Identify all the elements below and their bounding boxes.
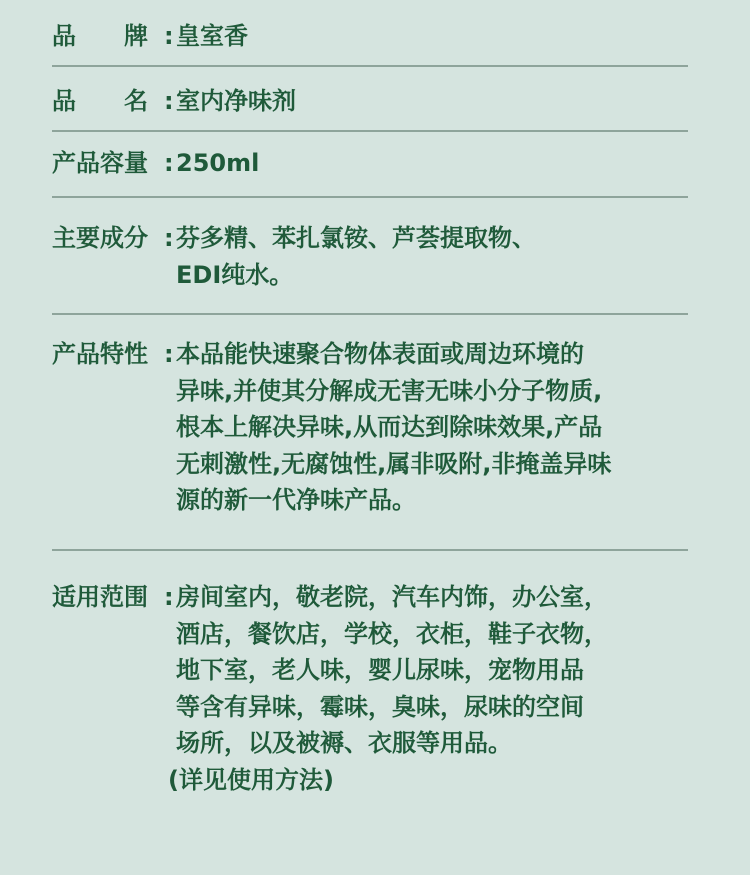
spec-value-ingredients [176,220,686,293]
divider [52,313,688,315]
divider [52,65,688,67]
divider [52,549,688,551]
spec-value-line: (详见使用方法) [168,765,334,794]
spec-colon: : [164,583,174,611]
spec-label-name: 品 名 [52,87,148,115]
spec-value-line: 皇室香 [176,22,248,50]
spec-colon: : [164,340,174,368]
spec-value-usage [168,579,686,798]
spec-colon: : [164,87,174,115]
spec-value-line: 异味,并使其分解成无害无味小分子物质, [176,376,603,405]
spec-value-line: 房间室内，敬老院，汽车内饰，办公室， [176,583,608,611]
spec-value-line: 本品能快速聚合物体表面或周边环境的 [176,340,584,368]
divider [52,130,688,132]
spec-label-features: 产品特性 [52,340,148,368]
spec-colon: : [164,149,174,177]
spec-value-line: 等含有异味，霉味，臭味，尿味的空间 [176,692,584,721]
spec-value-line: 根本上解决异味,从而达到除味效果,产品 [176,413,603,441]
spec-value-line: 芬多精、苯扎氯铵、芦荟提取物、 [176,224,536,252]
spec-value-name [176,83,686,120]
spec-label-brand: 品 牌 [52,22,148,50]
spec-value-line: 酒店，餐饮店，学校，衣柜，鞋子衣物， [176,619,608,648]
spec-value-line: 250ml [176,149,260,177]
spec-label-usage: 适用范围 [52,583,148,611]
spec-value-line: 室内净味剂 [176,87,296,115]
spec-value-line: 地下室，老人味，婴儿尿味，宠物用品 [176,656,584,684]
spec-colon: : [164,22,174,50]
spec-value-line: 无刺激性,无腐蚀性,属非吸附,非掩盖异味 [176,449,612,478]
divider [52,196,688,198]
spec-colon: : [164,224,174,252]
spec-value-line: EDI纯水。 [176,260,294,289]
spec-label-volume: 产品容量 [52,149,148,177]
spec-label-ingredients: 主要成分 [52,224,148,252]
spec-value-features [176,336,686,519]
spec-value-line: 场所，以及被褥、衣服等用品。 [176,729,512,757]
spec-value-line: 源的新一代净味产品。 [176,486,416,514]
spec-value-brand [176,18,686,55]
spec-value-volume [176,145,686,182]
